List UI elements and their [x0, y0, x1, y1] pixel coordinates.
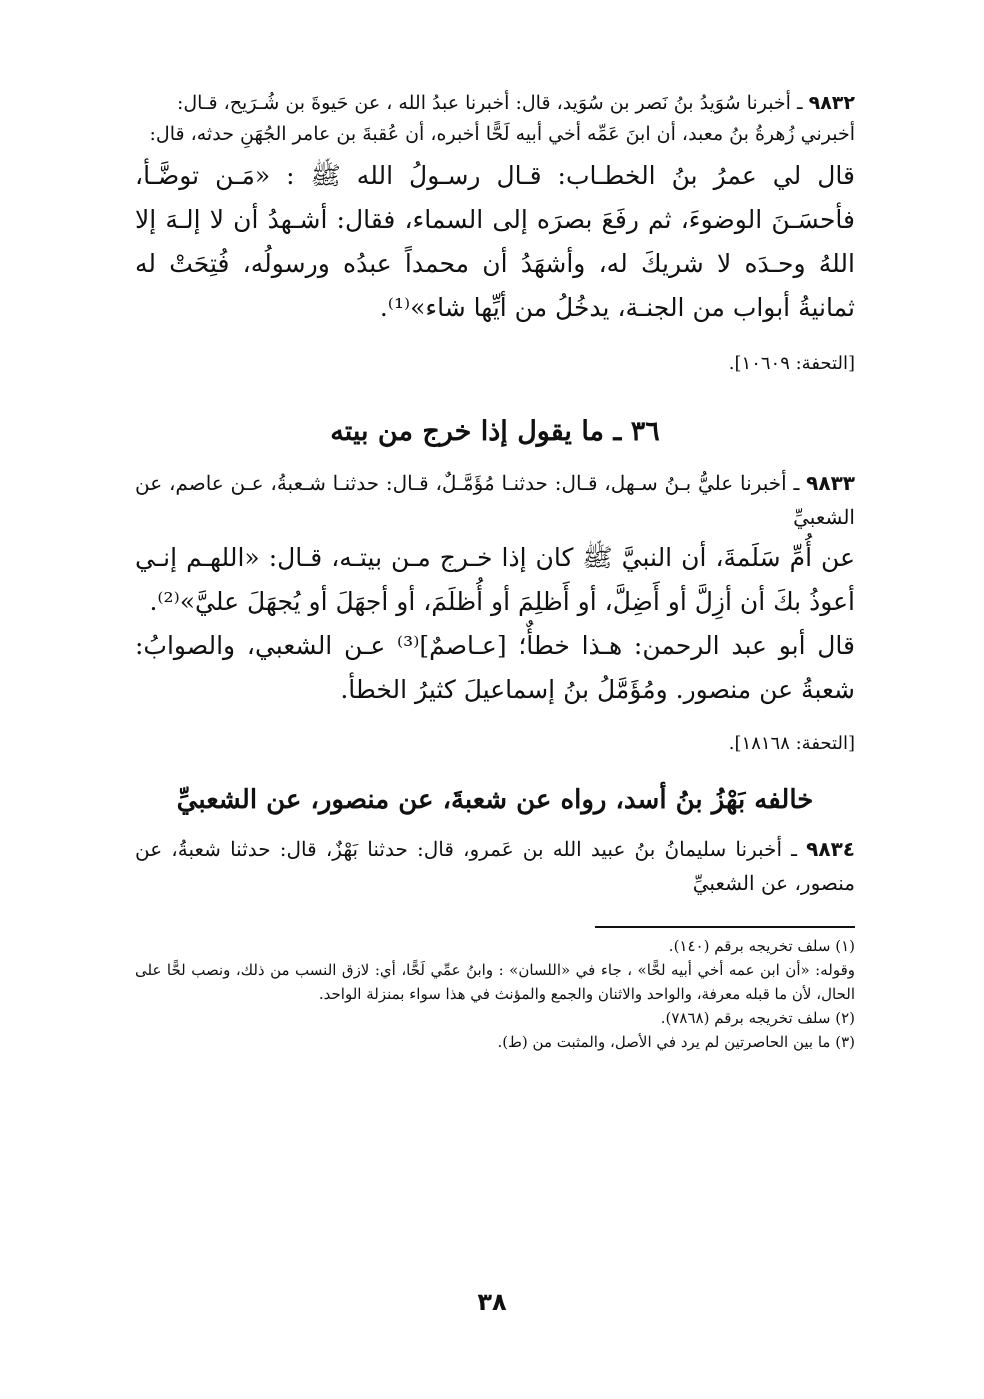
footnote-1: (١) سلف تخريجه برقم (١٤٠).: [668, 937, 855, 955]
hadith-number: ٩٨٣٣: [806, 471, 855, 495]
hadith-9833-isnad: [135, 466, 855, 534]
hadith-9832-matn: قال لي عمرُ بنُ الخطـاب: قـال رسـولُ الله ﷺ : «مَـن توضَّـأ، فأحسَـنَ الوضوءَ، ثم رفَعَ بصرَه إلى السماء، فقال: أشـهدُ أن لا إلـهَ إلا اللهُ وحـدَه لا شريكَ له، وأشهَدُ أن محمداً عبدُه ورسولُه، فُتِحَتْ له ثمانيةُ أبواب من الجنـة، يدخُلُ من أيِّها شاء»⁽¹⁾.: [135, 161, 855, 322]
footnote-3: (٣) ما بين الحاصرتين لم يرد في الأصل، والمثبت من (ط).: [497, 1033, 855, 1051]
isnad-text: ـ أخبرنا عليُّ بـنُ سـهل، قـال: حدثنـا مُؤَمَّـلٌ، قـال: حدثنـا شـعبةُ، عـن عاصم، عن الشعبيِّ: [135, 471, 855, 529]
hadith-9833-comment: قال أبو عبد الرحمن: هـذا خطأٌ؛ [عـاصمٌ]⁽³⁾ عـن الشعبي، والصوابُ: شعبةُ عن منصور. ومُؤَمَّلُ بنُ إسماعيلَ كثيرُ الخطأ.: [135, 631, 856, 704]
hadith-number: ٩٨٣٤: [806, 837, 855, 861]
subsection-title: خالفه بَهْزُ بنُ أسد، رواه عن شعبةَ، عن منصور، عن الشعبيِّ: [176, 785, 814, 815]
section-title: ٣٦ ـ ما يقول إذا خرج من بيته: [330, 416, 660, 447]
tuhfa-reference: [التحفة: ١٠٦٠٩].: [728, 353, 855, 374]
isnad-text: ـ أخبرنا سُوَيدُ بنُ نَصر بن سُوَيد، قال: أخبرنا عبدُ الله ، عن حَيوةَ بن شُـرَيح، قـال:: [176, 92, 809, 114]
hadith-9832-isnad-cont: أخبرني زُهرةُ بنُ معبد، أن ابنَ عَمِّه أخي أبيه لَحًّا أخبره، أن عُقبةَ بن عامر الجُهَنِ حدثه، قال:: [149, 123, 855, 145]
page-content: [135, 88, 855, 1054]
footnotes: [135, 934, 855, 1054]
footnote-separator: [595, 926, 855, 928]
page-number: ٣٨: [477, 1288, 507, 1316]
footnote-1-note: وقوله: «أن ابن عمه أخي أبيه لحًّا» ، جاء في «اللسان» : وابنُ عمِّي لَحًّا، أي: لازق النسب من ذلك، ونصب لحًّا على الحال، لأن ما قبله معرفة، والواحد والاثنان والجمع والمؤنث في هذا سواء بمنزلة الواحد.: [135, 961, 855, 1003]
hadith-number: ٩٨٣٢: [808, 92, 855, 114]
footnote-2: (٢) سلف تخريجه برقم (٧٨٦٨).: [660, 1009, 855, 1027]
hadith-9834-isnad: [135, 832, 855, 900]
isnad-text: ـ أخبرنا سليمانُ بنُ عبيد الله بن عَمرو، قال: حدثنا بَهْزٌ، قال: حدثنا شعبةُ، عن منصور، عن الشعبيِّ: [135, 837, 855, 895]
hadith-9833-matn: عن أُمِّ سَلَمةَ، أن النبيَّ ﷺ كان إذا خـرج مـن بيتـه، قـال: «اللهـم إنـي أعوذُ بكَ أن أزِلَّ أو أَضِلَّ، أو أَظلِمَ أو أُظلَمَ، أو أجهَلَ أو يُجهَلَ عليَّ»⁽²⁾.: [135, 543, 855, 616]
hadith-9832-isnad: [135, 88, 855, 119]
tuhfa-reference: [التحفة: ١٨١٦٨].: [728, 733, 855, 754]
